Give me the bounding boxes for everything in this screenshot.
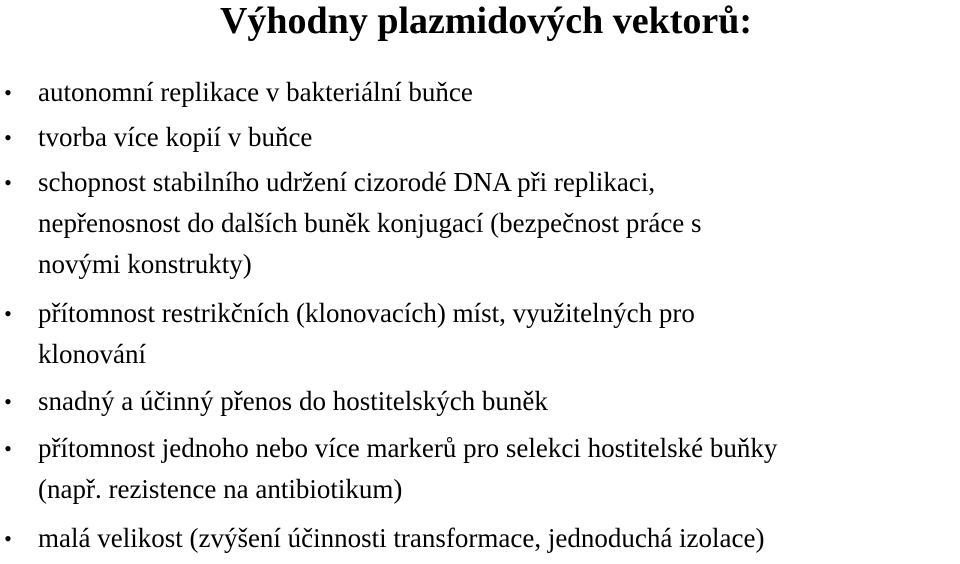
bullet-item-multiple-copies xyxy=(0,117,960,158)
bullet-item-restriction-sites xyxy=(0,293,960,375)
bullet-list xyxy=(0,72,960,559)
bullet-dot-icon: • xyxy=(4,80,12,105)
bullet-item-easy-transfer xyxy=(0,381,960,422)
bullet-dot-icon: • xyxy=(4,389,12,414)
bullet-text-line-3: novými konstrukty) xyxy=(38,249,252,279)
bullet-dot-icon: • xyxy=(4,170,12,195)
bullet-text-line-2: nepřenosnost do dalších buněk konjugací (bezpečnost práce s xyxy=(38,208,702,238)
bullet-text: malá velikost (zvýšení účinnosti transformace, jednoduchá izolace) xyxy=(38,523,765,553)
bullet-item-stable-maintenance xyxy=(0,162,960,285)
bullet-dot-icon: • xyxy=(4,526,12,551)
bullet-text: snadný a účinný přenos do hostitelských buněk xyxy=(38,386,548,416)
bullet-dot-icon: • xyxy=(4,436,12,461)
bullet-text: autonomní replikace v bakteriální buňce xyxy=(38,77,473,107)
bullet-dot-icon: • xyxy=(4,125,12,150)
bullet-text-line-2: (např. rezistence na antibiotikum) xyxy=(38,474,403,504)
bullet-item-small-size xyxy=(0,518,960,559)
bullet-text-line-1: přítomnost restrikčních (klonovacích) míst, využitelných pro xyxy=(38,298,695,328)
bullet-text-line-1: schopnost stabilního udržení cizorodé DNA při replikaci, xyxy=(38,167,656,197)
bullet-text: tvorba více kopií v buňce xyxy=(38,122,313,152)
bullet-item-selection-markers xyxy=(0,428,960,510)
bullet-text-line-2: klonování xyxy=(38,339,146,369)
slide-title: Výhodny plazmidových vektorů: xyxy=(219,0,753,42)
bullet-dot-icon: • xyxy=(4,301,12,326)
bullet-item-autonomous-replication xyxy=(0,72,960,113)
bullet-text-line-1: přítomnost jednoho nebo více markerů pro selekci hostitelské buňky xyxy=(38,433,778,463)
